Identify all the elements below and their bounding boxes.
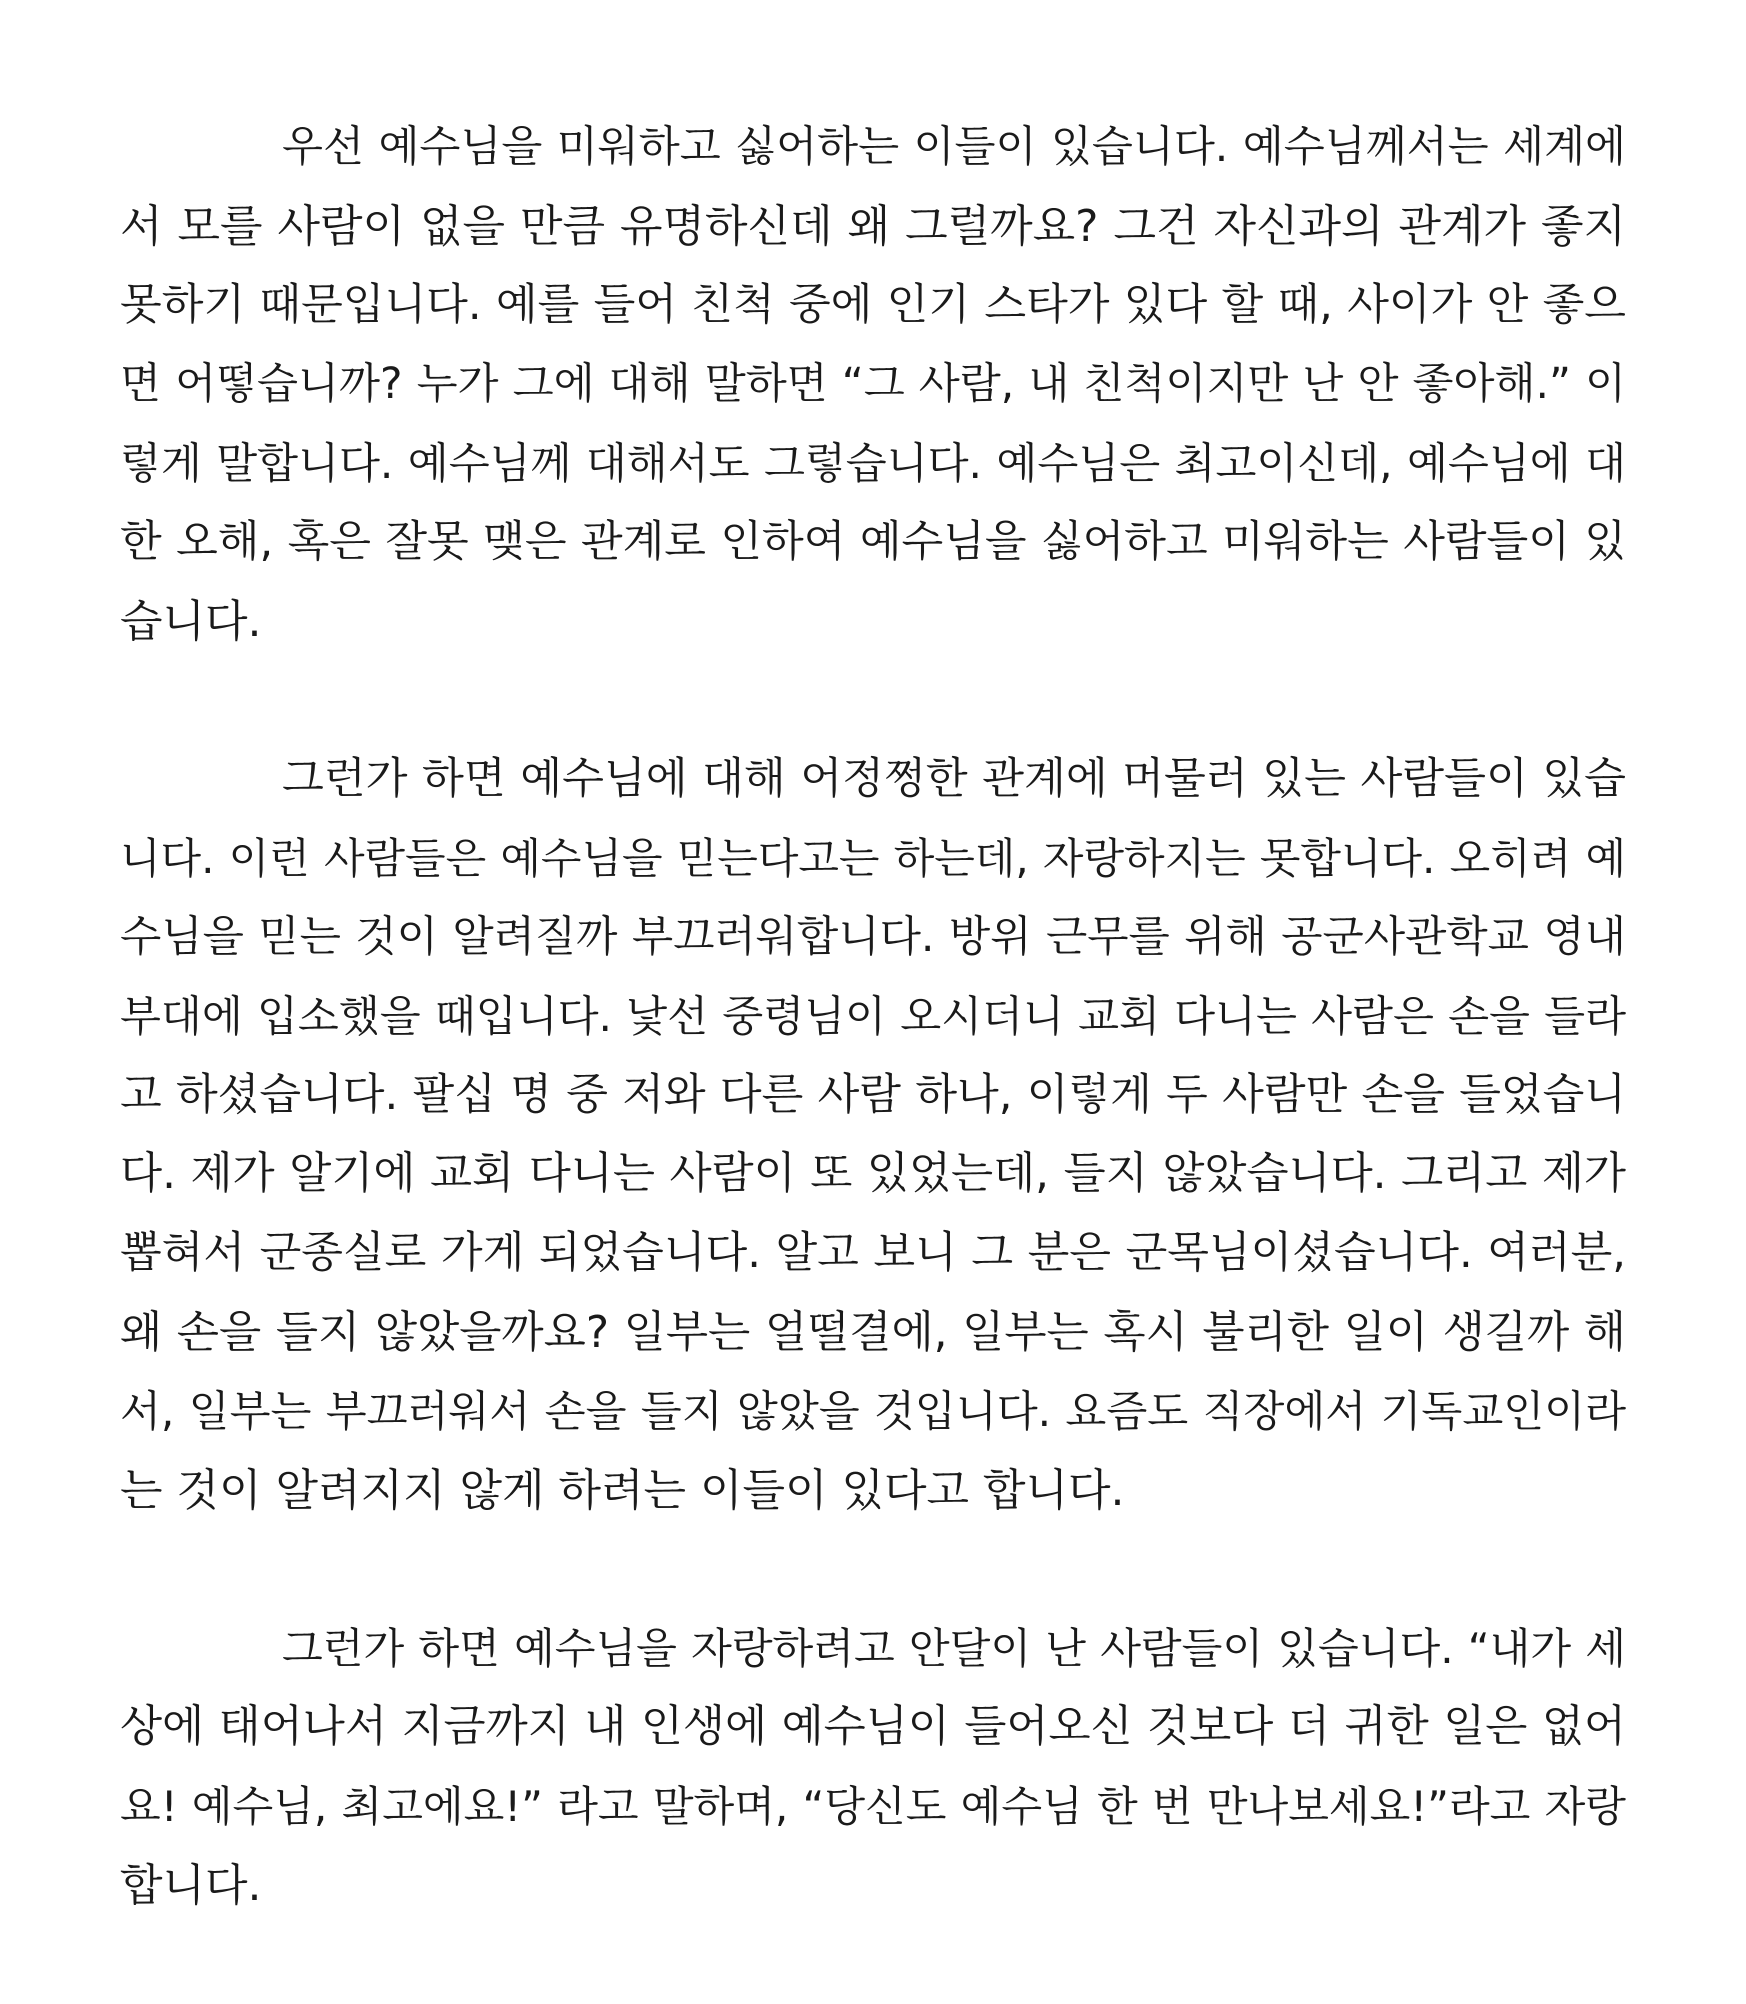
text-line: 습니다. [120,596,262,647]
text-line: 합니다. [120,1860,262,1911]
text-line: 우선 예수님을 미워하고 싫어하는 이들이 있습니다. 예수님께서는 세계에 [282,123,1626,172]
text-line: 수님을 믿는 것이 알려질까 부끄러워합니다. 방위 근무를 위해 공군사관학교 영내 [120,912,1626,962]
text-line: 부대에 입소했을 때입니다. 낯선 중령님이 오시더니 교회 다니는 사람은 손을 들라 [120,992,1626,1041]
text-line: 는 것이 알려지지 않게 하려는 이들이 있다고 합니다. [120,1465,1125,1516]
document-body [120,108,1626,2004]
paragraph-1 [120,108,1626,661]
text-line: 그런가 하면 예수님에 대해 어정쩡한 관계에 머물러 있는 사람들이 있습 [282,754,1626,804]
text-line: 면 어떻습니까? 누가 그에 대해 말하면 “그 사람, 내 친척이지만 난 안 좋아해.” 이 [120,360,1626,409]
text-line: 서 모를 사람이 없을 만큼 유명하신데 왜 그럴까요? 그건 자신과의 관계가 좋지 [120,201,1626,252]
text-line: 그런가 하면 예수님을 자랑하려고 안달이 난 사람들이 있습니다. “내가 세 [282,1624,1626,1673]
text-line: 한 오해, 혹은 잘못 맺은 관계로 인하여 예수님을 싫어하고 미워하는 사람들이 있 [120,517,1626,567]
text-line: 뽑혀서 군종실로 가게 되었습니다. 알고 보니 그 분은 군목님이셨습니다. 여러분, [120,1228,1626,1278]
text-line: 못하기 때문입니다. 예를 들어 친척 중에 인기 스타가 있다 할 때, 사이가 안 좋으 [120,280,1626,330]
text-line: 니다. 이런 사람들은 예수님을 믿는다고는 하는데, 자랑하지는 못합니다. 오히려 예 [120,834,1626,883]
text-line: 상에 태어나서 지금까지 내 인생에 예수님이 들어오신 것보다 더 귀한 일은 없어 [120,1702,1626,1752]
text-line: 요! 예수님, 최고에요!” 라고 말하며, “당신도 예수님 한 번 만나보세요!”라고 자랑 [120,1782,1626,1831]
text-line: 렇게 말합니다. 예수님께 대해서도 그렇습니다. 예수님은 최고이신데, 예수님에 대 [120,439,1626,488]
text-line: 서, 일부는 부끄러워서 손을 들지 않았을 것입니다. 요즘도 직장에서 기독교인이라 [120,1387,1626,1436]
paragraph-3 [120,1609,1626,1925]
text-line: 다. 제가 알기에 교회 다니는 사람이 또 있었는데, 들지 않았습니다. 그리고 제가 [120,1149,1626,1199]
paragraph-2 [120,740,1626,1530]
text-line: 고 하셨습니다. 팔십 명 중 저와 다른 사람 하나, 이렇게 두 사람만 손을 들었습니 [120,1070,1626,1120]
text-line: 왜 손을 들지 않았을까요? 일부는 얼떨결에, 일부는 혹시 불리한 일이 생길까 해 [120,1307,1626,1358]
